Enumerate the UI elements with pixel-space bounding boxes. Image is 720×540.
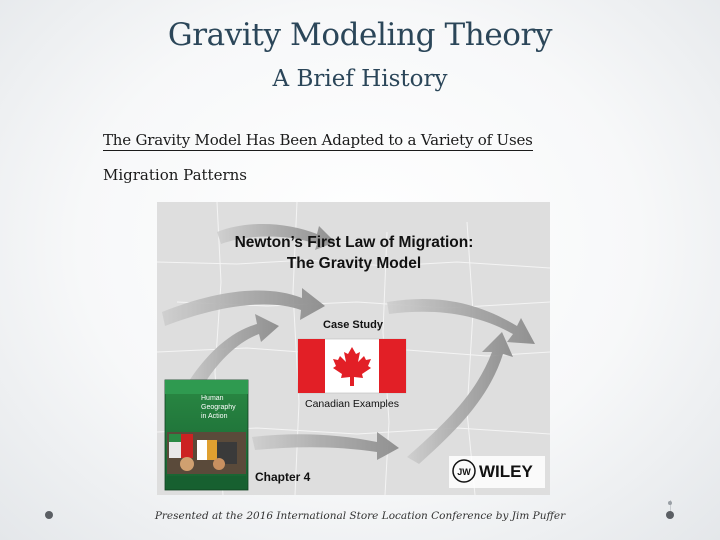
publisher-monogram: JW <box>457 467 471 477</box>
figure-title-line1: Newton’s First Law of Migration: <box>234 234 474 251</box>
figure-title-line2: The Gravity Model <box>286 255 422 272</box>
book-title-line3: in Action <box>201 413 228 420</box>
section-heading: The Gravity Model Has Been Adapted to a Variety of Uses <box>103 131 533 149</box>
slide-title: Gravity Modeling Theory <box>167 17 553 53</box>
slide-subtitle: A Brief History <box>272 66 448 92</box>
book-title-line2: Geography <box>201 404 236 411</box>
decorative-dot-left <box>45 511 53 519</box>
figure-caption: Canadian Examples <box>305 398 399 410</box>
chapter-label: Chapter 4 <box>255 470 311 484</box>
case-study-label: Case Study <box>323 319 383 331</box>
decorative-dot-right-small <box>668 501 672 505</box>
publisher-name: WILEY <box>479 462 533 481</box>
migration-figure <box>157 202 550 495</box>
slide-footer: Presented at the 2016 International Store Location Conference by Jim Puffer <box>154 510 566 522</box>
decorative-dot-right <box>666 511 674 519</box>
book-title-line1: Human <box>201 395 224 402</box>
section-subheading: Migration Patterns <box>103 166 247 184</box>
canadian-flag-icon <box>298 339 406 393</box>
book-cover <box>165 380 248 490</box>
publisher-logo <box>449 456 545 488</box>
